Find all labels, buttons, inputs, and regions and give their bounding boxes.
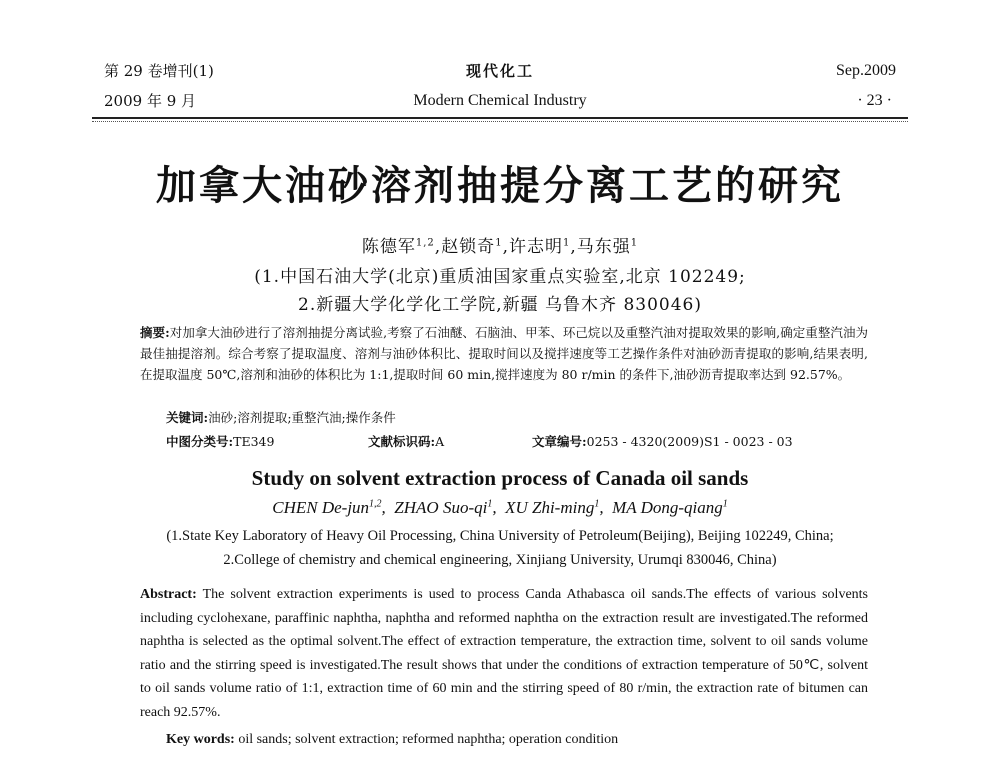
abstract-en-label: Abstract: <box>140 587 197 602</box>
author-name: XU Zhi-ming <box>505 498 595 517</box>
author-affil-mark: 1,2 <box>415 237 435 249</box>
abstract-en <box>140 583 868 724</box>
keywords-cn-label: 关键词: <box>166 410 209 425</box>
journal-name-en: Modern Chemical Industry <box>413 92 587 109</box>
clc-number <box>166 432 274 450</box>
author-affil-mark: 1 <box>630 237 639 249</box>
author-name: 赵锁奇 <box>441 237 496 257</box>
author-affil-mark: 1 <box>487 498 493 510</box>
affiliation-cn-2: 2.新疆大学化学化工学院,新疆 乌鲁木齐 830046) <box>298 295 702 315</box>
abstract-en-text: The solvent extraction experiments is used to process Canda Athabasca oil sands.The effects of various solvents including cyclohexane, paraffinic naphtha, naphtha and reformed naphtha on the extraction result are investigated.The reformed naphtha is selected as the optimal solvent.The effect of extraction temperature, the extraction time, solvent to oil sands volume ratio and the stirring speed is investigated.The result shows that under the conditions of extraction temperature of 50℃, solvent to oil sands volume ratio of 1:1, extraction time of 60 min and the stirring speed of 80 r/min, the extraction rate of bitumen can reach 92.57%. <box>140 587 868 720</box>
date-en: Sep.2009 <box>836 62 896 79</box>
keywords-cn-text: 油砂;溶剂提取;重整汽油;操作条件 <box>208 410 396 425</box>
keywords-en-text: oil sands; solvent extraction; reformed naphtha; operation condition <box>238 732 619 747</box>
author-affil-mark: 1,2 <box>369 498 382 510</box>
authors-en: CHEN De-jun$^{1,2}$, ZHAO Suo-$qi^1$, XU Zhi-ming$^1$, MA Dong-qiang$^1$ <box>272 498 728 517</box>
document-code-label: 文献标识码: <box>368 434 436 449</box>
author-name: ZHAO Suo-qi <box>394 498 488 517</box>
article-number <box>532 432 793 450</box>
journal-issue: 第 29 卷增刊(1) <box>104 62 214 80</box>
abstract-cn-label: 摘要: <box>140 325 170 340</box>
author-affil-mark: 1 <box>562 237 571 249</box>
abstract-cn <box>140 322 868 385</box>
article-number-label: 文章编号: <box>532 434 587 449</box>
affiliation-en-2: 2.College of chemistry and chemical engineering, Xinjiang University, Urumqi 830046, China) <box>223 552 777 568</box>
author-name: 许志明 <box>508 237 563 257</box>
clc-label: 中图分类号: <box>166 434 234 449</box>
keywords-en <box>166 732 618 748</box>
article-number-value: 0253 - 4320(2009)S1 - 0023 - 03 <box>586 434 793 449</box>
document-code <box>368 432 444 450</box>
affiliation-en-1: (1.State Key Laboratory of Heavy Oil Processing, China University of Petroleum(Beijing), Beijing 102249, China; <box>166 528 834 544</box>
author-name: 马东强 <box>576 237 631 257</box>
header-rule-dotted <box>92 121 908 122</box>
author-affil-mark: 1 <box>594 498 600 510</box>
abstract-cn-text: 对加拿大油砂进行了溶剂抽提分离试验,考察了石油醚、石脑油、甲苯、环己烷以及重整汽油对提取效果的影响,确定重整汽油为最佳抽提溶剂。综合考察了提取温度、溶剂与油砂体积比、提取时间以及搅拌速度等工艺操作条件对油砂沥青提取的影响,结果表明,在提取温度 50℃,溶剂和油砂的体积比为 1:1,提取时间 60 min,搅拌速度为 80 r/min 的条件下,油砂沥青提取率达到 92.57%。 <box>140 325 868 382</box>
author-affil-mark: 1 <box>495 237 503 249</box>
author-name: CHEN De-jun <box>272 498 370 517</box>
author-affil-mark: 1 <box>722 498 728 510</box>
header-rule <box>92 117 908 119</box>
date-cn: 2009 年 9 月 <box>104 92 197 110</box>
journal-name-cn: 现代化工 <box>465 62 534 80</box>
authors-cn: 陈德军$^{1,2}$,赵锁奇$^1$,许志明$^1$,马东强$^1$ <box>361 237 639 257</box>
author-name: 陈德军 <box>361 237 416 257</box>
affiliation-cn-1: (1.中国石油大学(北京)重质油国家重点实验室,北京 102249; <box>254 267 746 287</box>
author-name: MA Dong-qiang <box>612 498 723 517</box>
document-code-value: A <box>435 434 445 449</box>
title-en: Study on solvent extraction process of Canada oil sands <box>251 466 749 490</box>
keywords-en-label: Key words: <box>166 732 235 747</box>
title-cn: 加拿大油砂溶剂抽提分离工艺的研究 <box>156 163 844 209</box>
clc-value: TE349 <box>233 434 275 449</box>
page-number: · 23 · <box>857 92 892 109</box>
keywords-cn <box>166 408 396 426</box>
